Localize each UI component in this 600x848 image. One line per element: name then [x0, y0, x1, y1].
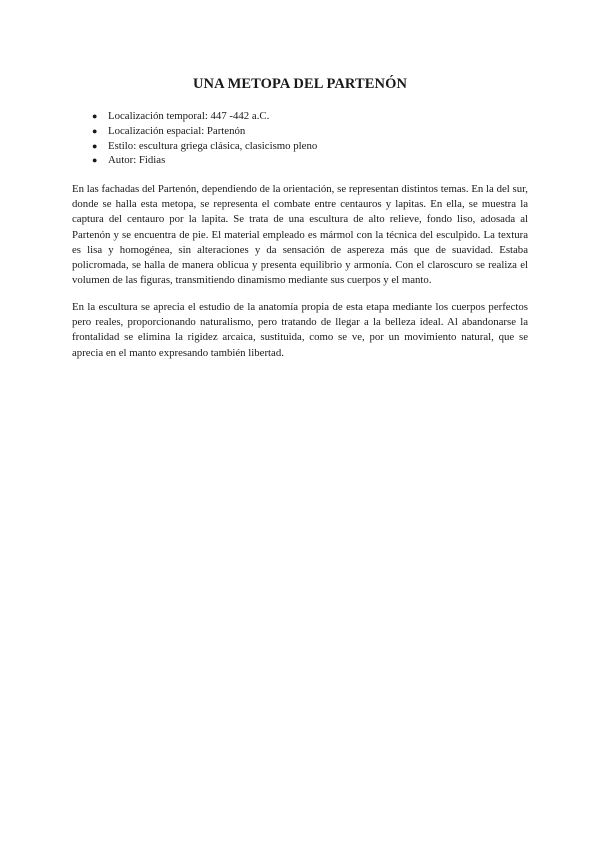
info-item-autor [92, 153, 317, 168]
bullet-icon: ● [92, 125, 98, 136]
document-title: UNA METOPA DEL PARTENÓN [192, 76, 408, 92]
info-item-text: Localización temporal: 447 -442 a.C. [108, 110, 270, 122]
info-item-espacial [92, 124, 317, 139]
info-item-temporal [92, 109, 317, 124]
paragraph-analysis: En la escultura se aprecia el estudio de la anatomía propia de esta etapa mediante los cuerpos perfectos pero reales, proporcionando naturalismo, pero tratando de llegar a la belleza ideal. Al abandonarse la frontalidad se elimina la rigidez arcaica, sustituida, como se ve, por un movimiento natural, que se aprecia en el manto expresando también libertad. [72, 301, 528, 359]
paragraph-description: En las fachadas del Partenón, dependiendo de la orientación, se representan distintos temas. En la del sur, donde se halla esta metopa, se representa el combate entre centauros y lapitas. En ella, se muestra la captura del centauro por la lapita. Se trata de una escultura de alto relieve, fondo liso, adosada al Partenón y se encuentra de pie. El material empleado es mármol con la técnica del esculpido. La textura es lisa y homogénea, sin alteraciones y da sensación de aspereza más que de suavidad. Estaba policromada, se halla de manera oblicua y presenta equilibrio y armonía. Con el claroscuro se realiza el volumen de las figuras, transmitiendo dinamismo mediante sus cuerpos y el manto. [72, 183, 528, 287]
info-item-text: Estilo: escultura griega clásica, clasicismo pleno [108, 139, 318, 152]
bullet-icon: ● [92, 111, 98, 121]
info-item-estilo [92, 139, 317, 154]
bullet-icon: ● [92, 140, 98, 151]
bullet-icon: ● [92, 155, 98, 166]
info-item-text: Localización espacial: Partenón [108, 124, 246, 137]
info-item-text: Autor: Fidias [108, 154, 166, 167]
info-list [92, 109, 317, 168]
